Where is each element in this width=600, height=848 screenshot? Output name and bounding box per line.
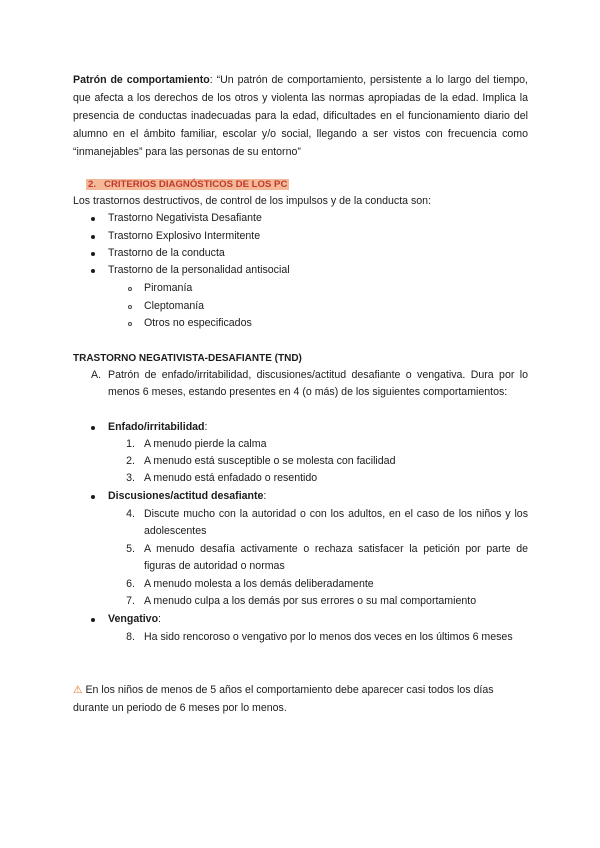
group-colon: : (158, 613, 161, 625)
sub-bullet (128, 287, 132, 291)
group-label-text: Vengativo (108, 613, 159, 625)
item-number: 7. (126, 595, 135, 607)
bullet-dot (91, 426, 95, 430)
sub-bullet (128, 322, 132, 326)
section-number: 2. (88, 179, 97, 190)
bullet-dot (91, 495, 95, 499)
list-item: Trastorno de la conducta (108, 247, 225, 259)
intro-text: : “Un patrón de comportamiento, persistente a lo largo del tiempo, que afecta a los derechos de los otros y violenta las normas apropiadas de la edad. Implica la presencia de conductas inadecuadas para la edad, dificultades en el funcionamiento diario del alumno en el ámbito familiar, escolar y/o social, llegando a ser vistos con frecuencia como “inmanejables” para las personas de su entorno” (73, 74, 528, 158)
criterion-item: A menudo culpa a los demás por sus errores o su mal comportamiento (144, 595, 477, 607)
tnd-title: TRASTORNO NEGATIVISTA-DESAFIANTE (TND) (73, 353, 302, 364)
criterion-item: A menudo pierde la calma (144, 438, 267, 450)
note-paragraph (73, 681, 528, 717)
item-number: 3. (126, 472, 135, 484)
bullet-dot (91, 217, 95, 221)
criterion-a-text: Patrón de enfado/irritabilidad, discusiones/actitud desafiante o vengativa. Dura por lo menos 6 meses, estando presentes en 4 (o más) de los siguientes comportamientos: (108, 369, 528, 398)
item-number: 2. (126, 455, 135, 467)
group-label-text: Discusiones/actitud desafiante (108, 490, 264, 502)
sub-list-item: Cleptomanía (144, 300, 205, 312)
item-number: 5. (126, 543, 135, 555)
list-item: Trastorno Negativista Desafiante (108, 212, 262, 224)
list-item: Trastorno Explosivo Intermitente (108, 230, 261, 242)
item-number: 6. (126, 578, 135, 590)
note-text: En los niños de menos de 5 años el comportamiento debe aparecer casi todos los días durante un periodo de 6 meses por lo menos. (73, 684, 494, 714)
group-colon: : (263, 490, 267, 502)
sub-list-item: Otros no especificados (144, 317, 252, 329)
sub-bullet (128, 305, 132, 309)
criterion-item: A menudo molesta a los demás deliberadamente (144, 578, 374, 590)
item-number: 1. (126, 438, 135, 450)
warning-icon: ⚠ (73, 684, 83, 696)
intro-label: Patrón de comportamiento (73, 74, 210, 86)
criterion-item: A menudo está susceptible o se molesta con facilidad (144, 455, 396, 467)
group-label-vengativo (108, 611, 161, 628)
bullet-dot (91, 252, 95, 256)
bullet-dot (91, 235, 95, 239)
section-heading (86, 176, 289, 193)
group-label-text: Enfado/irritabilidad (108, 421, 205, 433)
bullet-dot (91, 618, 95, 622)
item-number: 4. (126, 508, 135, 520)
group-colon: : (204, 421, 208, 433)
section-intro: Los trastornos destructivos, de control de los impulsos y de la conducta son: (73, 195, 432, 207)
criterion-item: Discute mucho con la autoridad o con los adultos, en el caso de los niños y los adolescentes (144, 508, 528, 537)
criterion-item: Ha sido rencoroso o vengativo por lo menos dos veces en los últimos 6 meses (144, 631, 513, 643)
sub-list-item: Piromanía (144, 282, 193, 294)
list-item: Trastorno de la personalidad antisocial (108, 264, 290, 276)
criterion-item: A menudo desafía activamente o rechaza satisfacer la petición por parte de figuras de autoridad o normas (144, 543, 528, 572)
section-title: CRITERIOS DIAGNÓSTICOS DE LOS PC (104, 179, 288, 190)
list-marker-a: A. (91, 369, 102, 381)
item-number: 8. (126, 631, 135, 643)
intro-paragraph (73, 71, 528, 161)
group-label-enfado (108, 419, 207, 436)
criterion-item: A menudo está enfadado o resentido (144, 472, 318, 484)
group-label-discusiones (108, 488, 266, 505)
bullet-dot (91, 269, 95, 273)
